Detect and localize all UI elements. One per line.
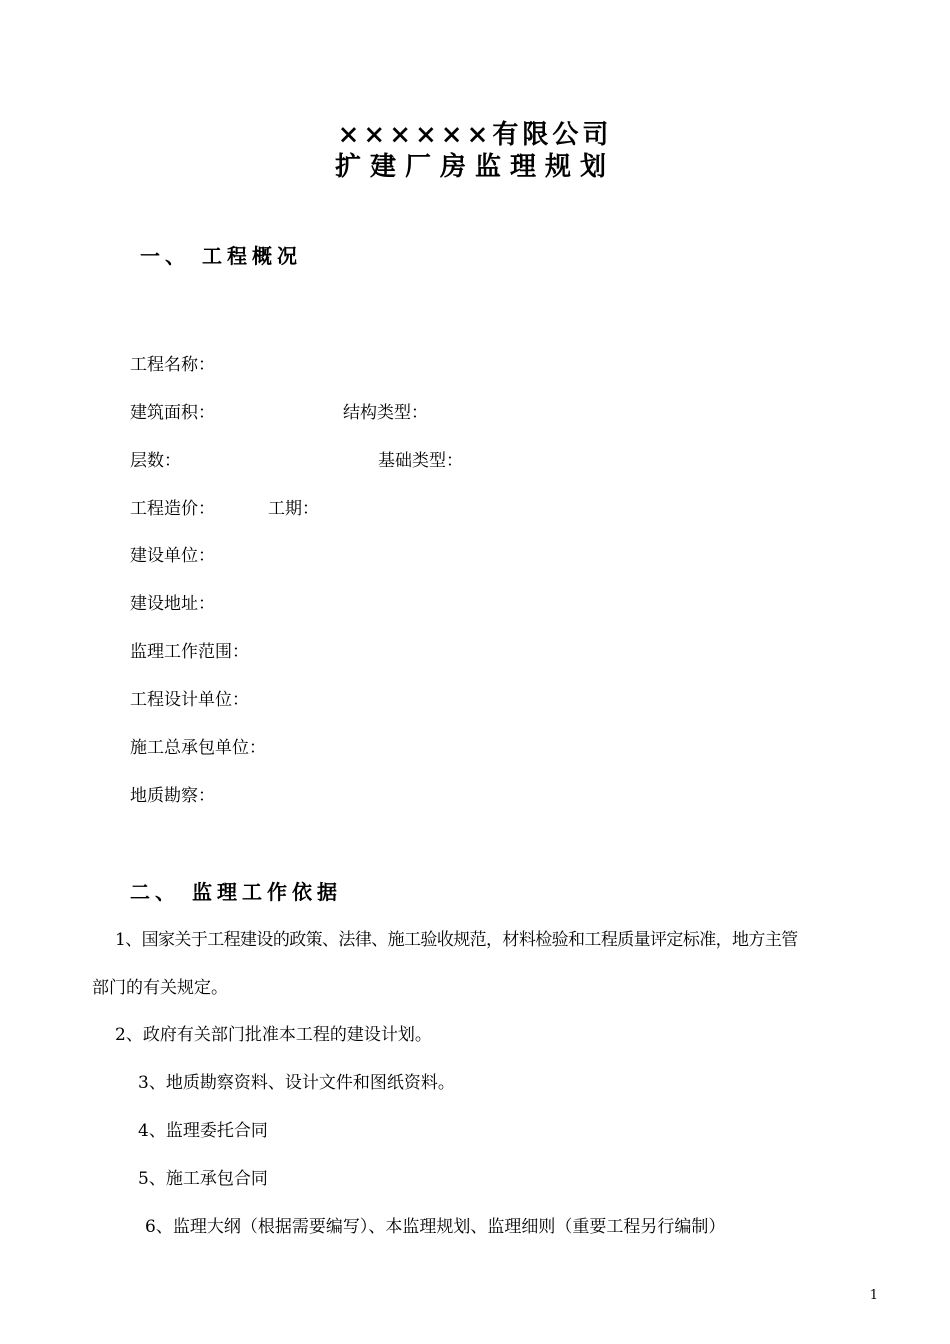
- field-building-area: 建筑面积：: [130, 403, 215, 423]
- field-floors: 层数：: [130, 451, 181, 471]
- field-duration: 工期：: [268, 499, 319, 519]
- section-heading-project-overview: 一、 工程概况: [140, 244, 302, 268]
- basis-item-6: 6、监理大纲（根据需要编写）、本监理规划、监理细则（重要工程另行编制）: [145, 1217, 726, 1237]
- field-project-cost: 工程造价：: [130, 499, 215, 519]
- basis-item-3: 3、地质勘察资料、设计文件和图纸资料。: [138, 1073, 455, 1093]
- field-site-address: 建设地址：: [130, 594, 215, 614]
- field-project-name: 工程名称：: [130, 355, 215, 375]
- field-geological-survey: 地质勘察：: [130, 786, 215, 806]
- section-heading-supervision-basis: 二、 监理工作依据: [130, 880, 342, 904]
- field-foundation-type: 基础类型：: [378, 451, 463, 471]
- document-title-plan: 扩建厂房监理规划: [334, 152, 615, 182]
- field-design-unit: 工程设计单位：: [130, 690, 249, 710]
- field-supervision-scope: 监理工作范围：: [130, 642, 249, 662]
- document-title-company: ××××××有限公司: [337, 120, 613, 150]
- field-structure-type: 结构类型：: [343, 403, 428, 423]
- basis-item-5: 5、施工承包合同: [138, 1169, 268, 1189]
- basis-item-4: 4、监理委托合同: [138, 1121, 268, 1141]
- basis-item-1: 1、国家关于工程建设的政策、法律、施工验收规范，材料检验和工程质量评定标准，地方主管: [115, 930, 798, 950]
- basis-item-1-continued: 部门的有关规定。: [92, 978, 228, 998]
- page-number: 1: [869, 1288, 878, 1303]
- basis-item-2: 2、政府有关部门批准本工程的建设计划。: [115, 1025, 432, 1045]
- field-owner-unit: 建设单位：: [130, 546, 215, 566]
- field-general-contractor: 施工总承包单位：: [130, 738, 266, 758]
